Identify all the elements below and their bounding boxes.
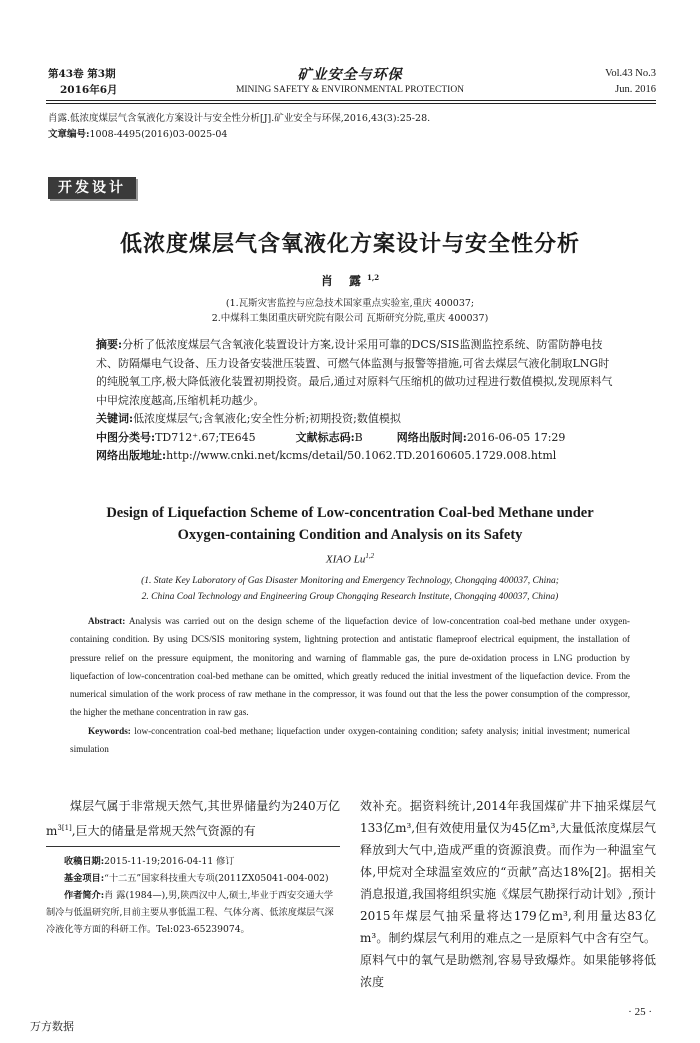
citation-line: 肖露.低浓度煤层气含氧液化方案设计与安全性分析[J].矿业安全与环保,2016,43(3):25-28. [48, 113, 431, 124]
keywords-cn: 低浓度煤层气;含氧液化;安全性分析;初期投资;数值模拟 [133, 412, 401, 425]
body-right-text: 效补充。据资料统计,2014年我国煤矿井下抽采煤层气133亿m³,但有效使用量仅为45亿m³,大量低浓度煤层气释放到大气中,造成严重的资源浪费。而作为一种温室气体,甲烷对全球温室效应的“贡献”高达18%[2]。据相关消息报道,我国将组织实施《煤层气勘探行动计划》,预计2015年煤层气抽采量将达179亿m³,利用量达83亿m³。制约煤层气利用的难点之一是原料气中含有空气。原料气中的氧气是助燃剂,容易导致爆炸。如果能够将低浓度 [360, 799, 656, 989]
online-url[interactable]: http://www.cnki.net/kcms/detail/50.1062.TD.20160605.1729.008.html [166, 449, 557, 462]
author-cn [0, 272, 700, 289]
body-left-column [46, 795, 340, 842]
page-number: · 25 · [628, 1006, 652, 1018]
body-right-column [360, 795, 656, 993]
affiliations-cn [0, 296, 700, 326]
keywords-cn-label: 关键词: [96, 412, 134, 425]
section-badge: 开发设计 [48, 177, 136, 199]
keywords-en-label: Keywords: [88, 725, 131, 736]
article-no-label: 文章编号: [48, 129, 90, 140]
abstract-en-label: Abstract: [88, 616, 126, 626]
received-label: 收稿日期: [64, 856, 105, 867]
received: 2015-11-19;2016-04-11 修订 [104, 856, 235, 867]
header-volume-en-block [605, 66, 656, 98]
journal-header [0, 64, 700, 95]
footnotes [46, 853, 340, 938]
author-en-name: XIAO Lu [325, 553, 366, 566]
date-en: Jun. 2016 [615, 84, 656, 95]
title-en: Design of Liquefaction Scheme of Low-concentration Coal-bed Methane under Oxygen-containing Condition and Analysis on its Safety [106, 505, 594, 543]
fund: “十二五”国家科技重大专项(2011ZX05041-004-002) [104, 873, 329, 884]
abstract-cn-label: 摘要: [96, 338, 123, 351]
fund-label: 基金项目: [64, 873, 105, 884]
abstract-cn-text: 分析了低浓度煤层气含氧液化装置设计方案,设计采用可靠的DCS/SIS监测监控系统、防雷防静电技术、防隔爆电气设备、压力设备安装泄压装置、可燃气体监测与报警等措施,可省去煤层气液化制取LNG时的纯脱氧工序,极大降低液化装置初期投资。最后,通过对原料气压缩机的做功过程进行数值模拟,发现原料气中甲烷浓度越高,压缩机耗功越少。 [96, 338, 613, 407]
affiliation-en-2: 2. China Coal Technology and Engineering Group Chongqing Research Institute, Chongqing 400037, China) [141, 592, 559, 602]
pub-time-label: 网络出版时间: [396, 430, 467, 444]
header-rule-thin [46, 103, 656, 104]
abstract-en-text: Analysis was carried out on the design scheme of the liquefaction device of low-concentration coal-bed methane under oxygen-containing condition. By using DCS/SIS monitoring system, lightning protection and antistatic flameproof electrical equipment, the installation of pressure relief on the pressure equipment, the monitoring and warning of flammable gas, the pure de-oxidation process in LNG production by liquefaction of low-concentration coal-bed methane can be omitted, which greatly reduced the initial investment of the liquefaction device. From the numerical simulation of the work process of raw methane in the compressor, it was found out that the less the power consumption of the compressor, the higher the methane concentration in raw gas. [70, 616, 630, 718]
journal-title-cn: 矿业安全与环保 [297, 67, 403, 83]
affiliations-en [0, 573, 700, 605]
affiliation-cn-2: 2.中煤科工集团重庆研究院有限公司 瓦斯研究分院,重庆 400037) [211, 313, 489, 324]
journal-title-en: MINING SAFETY & ENVIRONMENTAL PROTECTION [235, 85, 465, 95]
date-cn: 2016年6月 [60, 84, 118, 96]
author-cn-name: 肖 露 [320, 274, 367, 288]
abstract-cn [96, 336, 616, 466]
article-no: 1008-4495(2016)03-0025-04 [89, 129, 228, 140]
bio-label: 作者简介: [64, 890, 105, 901]
header-rule [46, 100, 656, 101]
doc-code-label: 文献标志码: [295, 430, 355, 444]
clc-label: 中图分类号: [96, 430, 156, 444]
volume-en: Vol.43 No.3 [605, 68, 656, 79]
affiliation-cn-1: (1.瓦斯灾害监控与应急技术国家重点实验室,重庆 400037; [225, 298, 475, 309]
url-label: 网络出版地址: [96, 449, 167, 462]
keywords-en: low-concentration coal-bed methane; liquefaction under oxygen-containing condition; safety analysis; initial investment; numerical simulation [70, 725, 630, 755]
doc-code: B [354, 430, 363, 444]
body-left-p1a: 煤层气属于非常规天然气,其世界储量约为240万亿 m [46, 799, 340, 838]
volume-cn: 第43卷 第3期 [48, 68, 116, 80]
pub-time: 2016-06-05 17:29 [466, 430, 566, 444]
author-cn-sup: 1,2 [367, 273, 380, 282]
body-left-p1b: ,巨大的储量是常规天然气资源的有 [71, 824, 256, 838]
title-cn: 低浓度煤层气含氧液化方案设计与安全性分析 [119, 232, 580, 257]
affiliation-en-1: (1. State Key Laboratory of Gas Disaster Monitoring and Emergency Technology, Chongqing 400037, China; [141, 576, 559, 586]
citation-block [48, 111, 430, 143]
author-en-sup: 1,2 [365, 552, 375, 560]
author-en [0, 552, 700, 566]
watermark: 万方数据 [30, 1020, 74, 1033]
abstract-en [70, 612, 630, 758]
clc: TD712⁺.67;TE645 [155, 430, 256, 444]
body-left-sup: 3[1] [57, 824, 72, 832]
footnote-rule [46, 846, 340, 847]
bio: 肖 露(1984—),男,陕西汉中人,硕士,毕业于西安交通大学制冷与低温研究所,目前主要从事低温工程、气体分离、低浓度煤层气深冷液化等方面的科研工作。Tel:023-65239074。 [46, 890, 334, 935]
